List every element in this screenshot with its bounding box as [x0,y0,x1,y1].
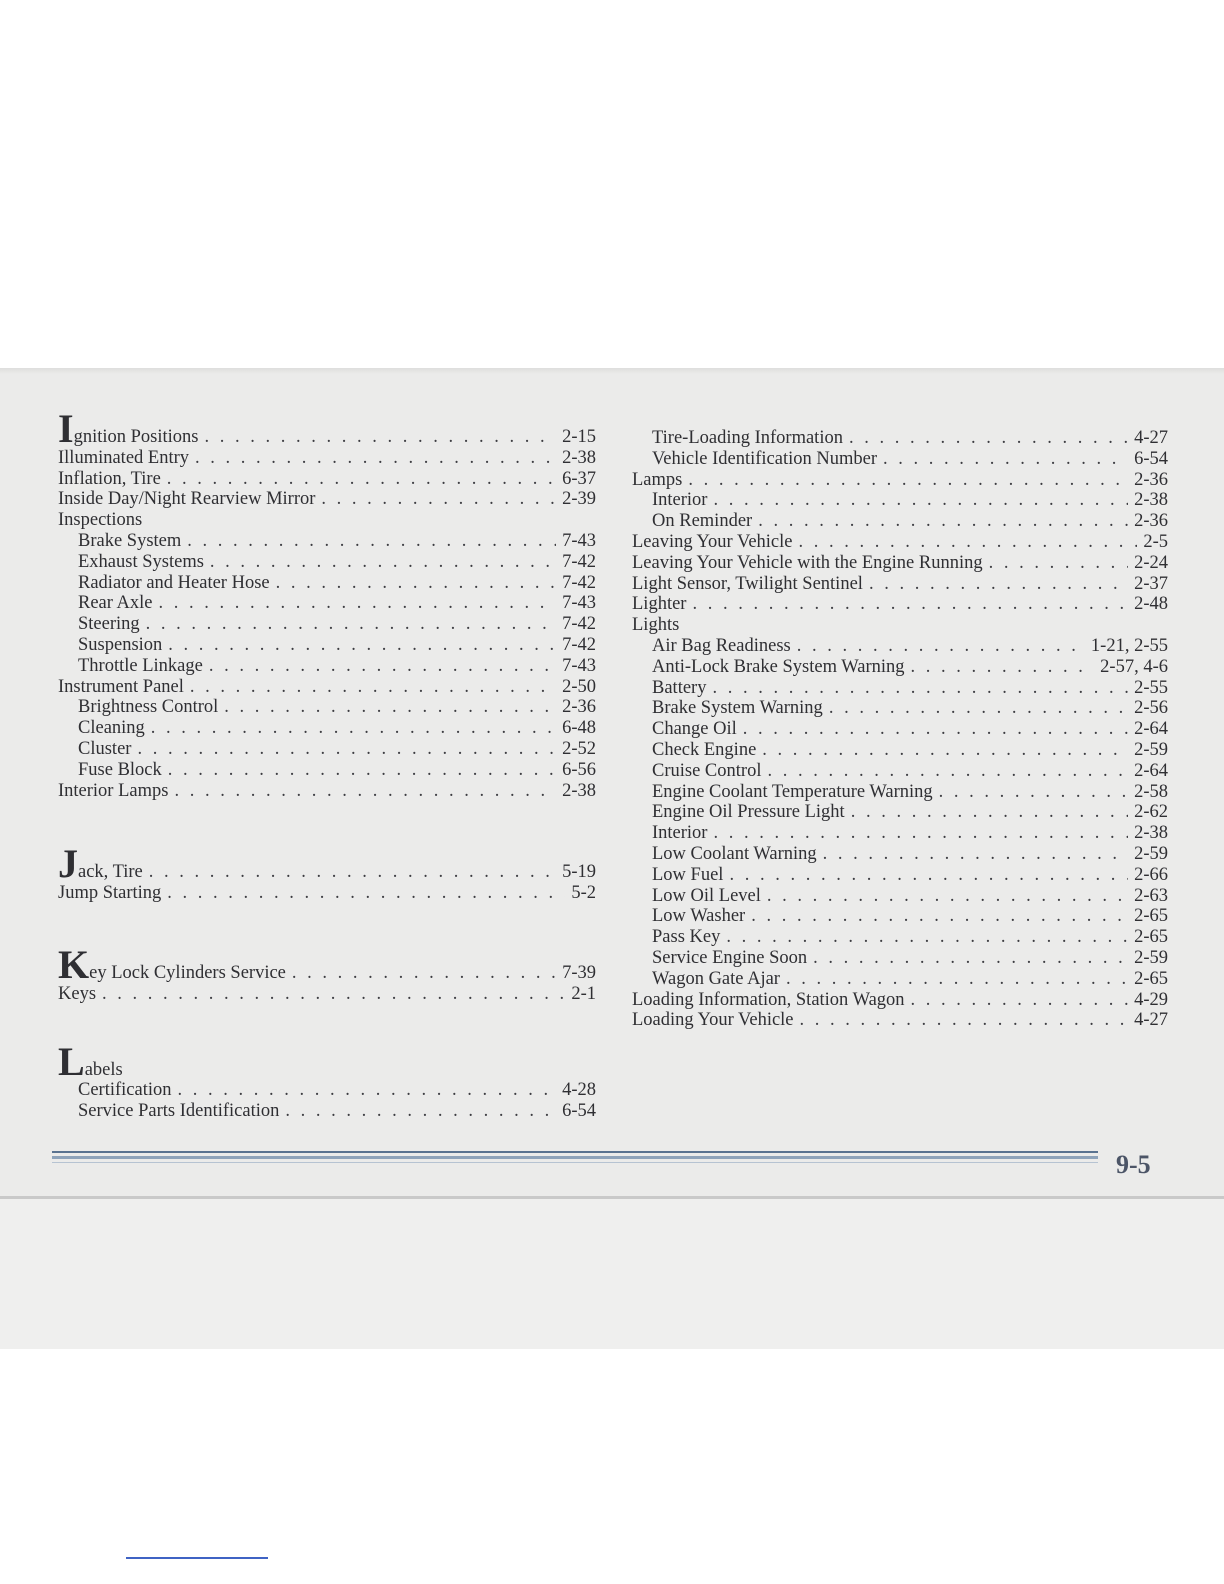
dot-leader [178,1080,557,1101]
index-subentry [632,740,1168,761]
entry-page: 5-2 [571,883,596,904]
dot-leader [102,984,565,1005]
entry-page: 6-56 [562,759,596,780]
dot-leader [149,862,556,883]
entry-label: Throttle Linkage [78,655,203,676]
index-heading-labels [58,1038,596,1084]
dot-leader [321,489,556,510]
index-subentry [58,573,596,594]
entry-page: 2-38 [562,447,596,468]
dot-leader [786,969,1128,990]
entry-page: 2-38 [1134,823,1168,844]
entry-page: 6-48 [562,718,596,739]
dot-leader [813,948,1128,969]
section-initial-i: I [58,406,74,451]
entry-label: Service Engine Soon [652,947,808,968]
entry-label: Illuminated Entry [58,447,190,468]
entry-page: 2-65 [1134,906,1168,927]
index-subentry [632,511,1168,532]
dot-leader [168,760,556,781]
entry-page: 2-1 [571,983,596,1004]
footer-rule [52,1151,1098,1163]
entry-label: Low Oil Level [652,885,761,906]
dot-leader [726,927,1128,948]
index-subentry [632,678,1168,699]
entry-page: 4-27 [1134,1010,1168,1031]
dot-leader [762,740,1128,761]
entry-page: 2-5 [1143,531,1168,552]
index-subentry [632,449,1168,470]
entry-label: Service Parts Identification [78,1101,280,1122]
entry-label: Cluster [78,738,132,759]
dot-leader [190,677,556,698]
entry-page: 2-59 [1134,843,1168,864]
dot-leader [751,906,1128,927]
index-subentry [58,760,596,781]
index-subentry [632,782,1168,803]
dot-leader [195,448,556,469]
entry-page: 2-36 [1134,469,1168,490]
entry-page: 2-50 [562,676,596,697]
dot-leader [767,886,1128,907]
dot-leader [713,823,1128,844]
index-subentry [632,886,1168,907]
entry-page: 7-43 [562,593,596,614]
entry-page: 2-15 [562,427,596,447]
dot-leader [204,427,556,448]
index-entry [632,574,1168,595]
entry-label: Inside Day/Night Rearview Mirror [58,489,316,510]
index-subentry [58,593,596,614]
entry-label: Rear Axle [78,593,153,614]
index-entry [632,553,1168,574]
entry-label: Engine Coolant Temperature Warning [652,781,933,802]
index-entry-interior-lamps [58,781,596,802]
index-column-right [632,428,1168,1031]
dot-leader [167,469,556,490]
heading-label: abels [84,1059,123,1080]
dot-leader [285,1101,556,1122]
entry-page: 2-64 [1134,760,1168,781]
entry-label: Steering [78,614,140,635]
entry-label: On Reminder [652,511,753,532]
entry-label: Light Sensor, Twilight Sentinel [632,573,863,594]
entry-page: 7-42 [562,572,596,593]
entry-label: Keys [58,983,97,1004]
index-subentry [58,739,596,760]
index-entry-key-lock [58,941,596,987]
dot-leader [849,428,1128,449]
entry-label: Fuse Block [78,759,162,780]
entry-page: 2-37 [1134,573,1168,594]
scan-artifact-line [126,1557,268,1559]
entry-label: Brake System [78,530,182,551]
index-entry [632,990,1168,1011]
dot-leader [823,844,1128,865]
index-subentry [632,927,1168,948]
dot-leader [159,593,557,614]
index-subentry [58,718,596,739]
entry-label: Cruise Control [652,760,762,781]
entry-label: Brightness Control [78,697,219,718]
section-initial-l: L [58,1038,85,1084]
entry-page: 7-39 [562,962,596,983]
dot-leader [712,678,1128,699]
entry-page: 7-43 [562,530,596,551]
index-entry [58,984,596,1005]
index-entry [632,594,1168,615]
index-subentry [632,969,1168,990]
entry-page: 5-19 [562,862,596,883]
index-heading-inspections: Inspections [58,510,143,531]
entry-label: Lamps [632,469,683,490]
dot-leader [137,739,556,760]
dot-leader [869,574,1128,595]
entry-page: 2-64 [1134,719,1168,740]
entry-page: 2-63 [1134,885,1168,906]
entry-page: 2-55 [1134,677,1168,698]
index-entry [632,1010,1168,1031]
index-entry-instrument-panel [58,677,596,698]
index-subentry [632,761,1168,782]
dot-leader [729,865,1128,886]
dot-leader [210,552,556,573]
entry-label: Radiator and Heater Hose [78,572,270,593]
entry-label: Interior [652,823,708,844]
entry-label: Loading Your Vehicle [632,1010,794,1031]
entry-label: Air Bag Readiness [652,635,791,656]
entry-label: Interior Lamps [58,780,169,801]
index-subentry [58,635,596,656]
dot-leader [798,532,1137,553]
index-subentry [632,865,1168,886]
entry-page: 2-59 [1134,947,1168,968]
dot-leader [209,656,556,677]
entry-page: 1-21, 2-55 [1090,635,1168,656]
entry-label: Exhaust Systems [78,551,204,572]
entry-page: 2-65 [1134,968,1168,989]
dot-leader [767,761,1128,782]
entry-label: Leaving Your Vehicle [632,531,793,552]
index-column-left [58,406,596,1122]
dot-leader [800,1010,1129,1031]
index-subentry [632,844,1168,865]
dot-leader [276,573,556,594]
dot-leader [939,782,1128,803]
entry-label: Cleaning [78,718,145,739]
entry-label: ack, Tire [78,862,143,883]
page-bottom-band [0,1196,1224,1349]
index-subentry [58,614,596,635]
entry-page: 2-52 [562,738,596,759]
dot-leader [743,719,1128,740]
entry-label: Leaving Your Vehicle with the Engine Running [632,552,983,573]
entry-page: 2-38 [1134,490,1168,511]
index-entry-ignition [58,406,596,451]
index-subentry [632,948,1168,969]
entry-label: Suspension [78,634,163,655]
dot-leader [883,449,1128,470]
entry-label: Instrument Panel [58,676,184,697]
dot-leader [713,490,1128,511]
entry-label: Vehicle Identification Number [652,448,877,469]
index-heading-lights: Lights [632,615,680,636]
entry-page: 4-29 [1134,989,1168,1010]
entry-page: 7-43 [562,655,596,676]
entry-label: gnition Positions [73,427,199,447]
entry-label: Brake System Warning [652,698,823,719]
entry-page: 2-65 [1134,927,1168,948]
entry-page: 2-58 [1134,781,1168,802]
index-subentry [632,802,1168,823]
dot-leader [911,657,1095,678]
page-top-shadow [0,368,1224,374]
dot-leader [829,698,1128,719]
index-subentry [58,656,596,677]
entry-page: 2-66 [1134,864,1168,885]
dot-leader [146,614,556,635]
index-entry [58,489,596,510]
index-entry [632,532,1168,553]
entry-label: Change Oil [652,719,737,740]
dot-leader [187,531,556,552]
dot-leader [797,636,1085,657]
entry-label: Interior [652,490,708,511]
entry-label: Low Fuel [652,864,724,885]
index-subentry [58,531,596,552]
entry-label: ey Lock Cylinders Service [89,962,286,983]
dot-leader [167,883,565,904]
index-subentry [632,906,1168,927]
entry-page: 6-54 [1134,448,1168,469]
index-entry [58,448,596,469]
entry-page: 6-37 [562,468,596,489]
entry-label: Certification [78,1080,172,1101]
index-entry-jack [58,841,596,887]
entry-page: 2-48 [1134,594,1168,615]
index-subentry [58,1080,596,1101]
entry-label: Engine Oil Pressure Light [652,802,845,823]
entry-page: 7-42 [562,634,596,655]
entry-page: 2-39 [562,489,596,510]
dot-leader [851,802,1128,823]
entry-label: Anti-Lock Brake System Warning [652,656,905,677]
index-subentry [632,657,1168,678]
page-number: 9-5 [1116,1150,1151,1179]
dot-leader [292,963,556,984]
section-initial-k: K [58,941,90,987]
entry-label: Check Engine [652,739,757,760]
entry-label: Low Washer [652,906,746,927]
entry-label: Loading Information, Station Wagon [632,989,905,1010]
dot-leader [224,697,556,718]
entry-page: 4-28 [562,1080,596,1101]
section-initial-j: J [58,841,78,887]
entry-label: Wagon Gate Ajar [652,968,780,989]
entry-page: 7-42 [562,551,596,572]
dot-leader [989,553,1128,574]
entry-label: Inflation, Tire [58,468,161,489]
dot-leader [758,511,1128,532]
index-subentry [632,490,1168,511]
index-entry-lamps [632,470,1168,491]
entry-label: Low Coolant Warning [652,843,817,864]
index-entry [58,883,596,904]
entry-page: 2-24 [1134,552,1168,573]
index-entry [58,469,596,490]
dot-leader [168,635,556,656]
dot-leader [688,470,1128,491]
index-subentry [632,823,1168,844]
entry-page: 4-27 [1134,428,1168,448]
entry-page: 2-57, 4-6 [1100,656,1168,677]
index-subentry [58,1101,596,1122]
index-subentry [632,636,1168,657]
entry-label: Tire-Loading Information [652,428,843,448]
dot-leader [911,990,1129,1011]
index-subentry [58,552,596,573]
entry-page: 7-42 [562,614,596,635]
entry-label: Battery [652,677,707,698]
index-subentry [632,719,1168,740]
entry-label: Lighter [632,594,687,615]
entry-page: 2-62 [1134,802,1168,823]
dot-leader [692,594,1128,615]
entry-page: 6-54 [562,1101,596,1122]
entry-page: 2-59 [1134,739,1168,760]
entry-page: 2-36 [1134,511,1168,532]
entry-page: 2-38 [562,780,596,801]
index-subentry [632,428,1168,449]
entry-label: Jump Starting [58,883,162,904]
index-subentry [58,697,596,718]
dot-leader [151,718,556,739]
entry-page: 2-36 [562,697,596,718]
entry-page: 2-56 [1134,698,1168,719]
dot-leader [174,781,556,802]
index-subentry [632,698,1168,719]
entry-label: Pass Key [652,927,721,948]
